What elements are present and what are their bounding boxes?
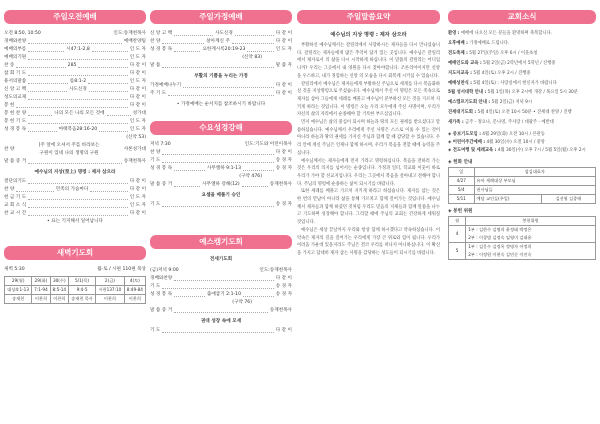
summary-sermon-title: 예수님의 지상 명령 : 제자 삼으라 xyxy=(330,32,407,38)
wed-order-list xyxy=(150,149,292,173)
evening-sermon-row xyxy=(150,62,292,70)
morning-order-row xyxy=(4,54,146,62)
morning-order-label: 봉 헌 xyxy=(4,103,15,108)
bullet-key: ◈ 중보기도모임 : xyxy=(448,132,481,138)
morning-time: 오전 8:50, 10:50 xyxy=(4,31,41,36)
morning-order-row xyxy=(4,46,146,54)
news-item xyxy=(448,89,596,97)
fri-order-label: 기 도 xyxy=(150,284,161,289)
wed-order-who: 송 경 자 xyxy=(275,166,292,171)
news-value: 5월 2일(금) 저녁 9시 xyxy=(490,100,532,106)
dawn-cell: 시편137:10 xyxy=(96,286,125,295)
bullet-value: 4월 29일(화) 오전 10시 / 본관동 xyxy=(480,132,545,138)
serve-line: 1부 : 김한수 김명희 윤정태 박정은 xyxy=(468,226,532,232)
morning-page: (신약 53) xyxy=(126,135,146,140)
dawn-cell: 7:1-94 xyxy=(32,286,50,295)
after-order-row xyxy=(4,178,146,186)
serve-table xyxy=(448,216,596,260)
anthem-row xyxy=(4,142,146,158)
evening-sermon-label: 말 씀 xyxy=(150,63,161,68)
family-note: • 가정예배는 순서지를 참조하시기 바랍니다 xyxy=(176,102,266,107)
news-item xyxy=(448,30,596,38)
family-order-detail: 다 같 이 xyxy=(275,83,292,88)
news-key: 전도축제 : xyxy=(448,50,468,56)
fri-time: (금)저녁 9:00 xyxy=(150,268,179,273)
morning-leader: 인도:송재천목사 xyxy=(113,31,146,36)
morning-order-label: 참 회 기 도 xyxy=(4,71,27,76)
morning-order-row xyxy=(4,110,146,118)
dawn-row xyxy=(5,295,146,304)
morning-order-detail: 인 도 자 xyxy=(129,55,146,60)
after-order-detail: 인 도 자 xyxy=(129,203,146,208)
morning-order-label: 경배와찬양 xyxy=(4,39,27,44)
serve-line: 2부 : 이정원 이현숙 김민순 이진숙 xyxy=(468,251,532,257)
wed-order-row xyxy=(150,149,292,157)
column-sermon-summary xyxy=(297,10,440,258)
flower-name: 유아 세례대상 부모님 xyxy=(474,176,595,185)
serve-head-cell: 월 xyxy=(449,216,466,225)
fri-order-detail: 다 같 이 xyxy=(275,276,292,281)
morning-order-label: 성 경 봉 독 xyxy=(4,127,27,132)
serve-names xyxy=(466,225,596,242)
family-title: 부활의 기쁨을 누리는 가정 xyxy=(194,74,248,79)
morning-order-label: 신 앙 고 백 xyxy=(4,87,27,92)
news-value: 5월 4일(토) 오전 10시 50분 • 진세대 찬양 / 진행 xyxy=(476,110,572,116)
news-item xyxy=(448,119,596,127)
dawn-prayer-header: 새벽기도회 xyxy=(4,246,146,260)
anthem-label: 찬 양 xyxy=(4,147,15,152)
evening-order-who: 다 같 이 xyxy=(275,39,292,44)
morning-order-detail: 예배찬양팀 xyxy=(123,39,146,44)
after-order-label: 찬 양 xyxy=(4,187,15,192)
news-value: 금주 - 정요나, 문나영, 주사랑 / 대광주 - 예반대 xyxy=(463,120,554,126)
dawn-cell: 이찬희 xyxy=(124,295,145,304)
flower-date: 5/11 xyxy=(449,194,475,203)
family-worship-header: 주일가정예배 xyxy=(150,10,292,24)
after-order-label: 헌 금 기 도 xyxy=(4,195,27,200)
serve-head-cell: 봉헌위원 xyxy=(466,216,596,225)
fri-sermon-label: 말 씀 증 거 xyxy=(150,308,173,313)
serve-title: ◈ 봉헌 위원 xyxy=(448,208,473,214)
news-item xyxy=(448,109,596,117)
morning-order-label: 봉 헌 기 도 xyxy=(4,119,27,124)
sermon-label: 말 씀 증 거 xyxy=(4,159,27,164)
column-morning-worship xyxy=(4,10,146,304)
dawn-cell: 대상4:1-13 xyxy=(5,286,32,295)
dawn-cell: 5/1(목) xyxy=(68,277,95,286)
sermon-title: 예수님의 지상(至上) 명령 : 제자 삼으라 xyxy=(34,170,116,175)
wed-page-row xyxy=(150,173,292,181)
serve-month: 5 xyxy=(449,242,466,259)
fri-page: (구약 76) xyxy=(232,300,252,305)
bullet-item xyxy=(448,147,596,155)
morning-order-row xyxy=(4,118,146,126)
wed-sermon-row xyxy=(150,181,292,189)
morning-order-row xyxy=(4,38,146,46)
wed-close-row xyxy=(150,201,292,209)
summary-paragraph: 예수님께서는 제자들에게 먼저 가라고 명령하십니다. 복음을 전하러 가는 것은 우리의 의지를 넘어서는 순종입니다. 가정과 일터, 학교와 이웃이 바로 우리가 가야 할 선교지입니다. 우리는 그곳에서 복음을 살아내고 전해야 합니다. 주님의 명령에 순종하는 삶이 되시기를 바랍니다. xyxy=(297,158,440,187)
evening-sermon-speaker: 말 씀 자 xyxy=(275,63,292,68)
news-list xyxy=(448,30,596,127)
fri-order-label: 성 경 봉 독 xyxy=(150,292,173,297)
news-value: 가정예배로 드립니다. xyxy=(467,40,510,46)
summary-paragraph: 예수님은 세상 끝날까지 우리와 항상 함께 하시겠다고 약속하셨습니다. 이 약속은 제자의 길을 걸어가는 우리에게 가장 큰 위로와 힘이 됩니다. 우리가 어려움 가운데 있을지라도 주님은 결코 우리를 떠나지 아니하십니다. 이 확신을 가지고 담대히 제자 삼는 사명을 감당하는 성도들이 되시기를 바랍니다. xyxy=(297,227,440,256)
evening-page-row xyxy=(150,54,292,62)
flower-head-cell: 일 xyxy=(449,167,475,176)
wed-order-row xyxy=(150,165,292,173)
flower-row xyxy=(449,176,596,185)
fri-sermon-preacher: 송재천목사 xyxy=(269,308,292,313)
wed-order-label: 찬 양 xyxy=(150,150,161,155)
flower-head-cell: 섬김대표자 xyxy=(474,167,595,176)
fri-close-who: 다 같 이 xyxy=(275,328,292,333)
fri-subtitle: 전세기도회 xyxy=(209,257,233,262)
morning-order-who: 성가대 xyxy=(132,111,146,116)
family-order-row xyxy=(150,82,292,90)
evening-order-label: 신 앙 고 백 xyxy=(150,31,173,36)
news-key: 예스캠프기도회 안내 : xyxy=(448,100,491,106)
dawn-cell: 이찬희 xyxy=(32,295,50,304)
news-key: 진세대기도회 : xyxy=(448,110,477,116)
news-item xyxy=(448,60,596,68)
flower-row xyxy=(449,185,596,194)
wed-order-detail: 송 경 자 xyxy=(275,158,292,163)
news-item xyxy=(448,50,596,58)
fri-sermon-row xyxy=(150,307,292,315)
morning-order-row xyxy=(4,62,146,70)
news-key: 오후예배 : xyxy=(448,40,468,46)
evening-order-who: 인 도 자 xyxy=(275,47,292,52)
morning-order-detail: 마태복음28:16-20 xyxy=(58,127,98,132)
news-key: 예배성찬식 : xyxy=(448,80,472,86)
morning-order-row xyxy=(4,86,146,94)
morning-order-label: 성도의교제 xyxy=(4,95,27,100)
evening-order-label: 성 경 봉 독 xyxy=(150,47,173,52)
after-order-detail: 민족의 가슴마다 xyxy=(55,187,89,192)
wed-page: (구약 476) xyxy=(239,174,262,179)
friday-prayer-header: 예스캠기도회 xyxy=(150,235,292,249)
dawn-row xyxy=(5,286,146,295)
sermon-preacher: 송재천목사 xyxy=(123,159,146,164)
wed-sermon-label: 말 씀 증 거 xyxy=(150,182,173,187)
morning-order-who: 인 도 자 xyxy=(129,47,146,52)
news-item xyxy=(448,40,596,48)
morning-order-row xyxy=(4,102,146,110)
after-order-detail: 다 같 이 xyxy=(129,179,146,184)
wed-order-label: 기 도 xyxy=(150,158,161,163)
after-order-row xyxy=(4,194,146,202)
wed-order-detail: 다 같 이 xyxy=(275,150,292,155)
dawn-time: 새벽 5:30 xyxy=(4,267,25,272)
after-sermon-list xyxy=(4,178,146,218)
family-order-label: 가정예배나누기 xyxy=(150,83,182,88)
morning-page-row xyxy=(4,134,146,142)
dawn-cell: 30(수) xyxy=(50,277,68,286)
flower-title: ◈ 헌화 안내 xyxy=(448,159,473,165)
summary-paragraph: 갈릴리에서 예수님은 제자들에게 부활하신 주님으로 세계를 다시 복음화하실 것을 지상명령으로 주셨습니다. 예수님께서 주신 이 명령은 모든 족속으로 제자를 삼아 그들에게 세례를 베풀고 예수님이 분부하신 모든 것을 가르쳐 지키게 하라는 것입니다. 이 명령은 오늘 우리 모두에게 주신 사명이며, 우리가 자신의 삶의 자리에서 순종해야 할 거룩한 부르심입니다. xyxy=(297,81,440,118)
family-order-list xyxy=(150,82,292,98)
flower-name: 권사님들 xyxy=(474,185,595,194)
serve-line: 1부 : 김웅수 김정옥 정명자 이정희 xyxy=(468,243,532,249)
fri-leader: 인도:송재천목사 xyxy=(259,268,292,273)
fri-order-row xyxy=(150,275,292,283)
bullet-key: ◈ 전도여행 및 세례교육 : xyxy=(448,147,497,153)
dawn-cell: 송재천 xyxy=(5,295,32,304)
wed-order-label: 성 경 봉 독 xyxy=(150,166,173,171)
morning-order-row xyxy=(4,94,146,102)
serve-line: 2부 : 이창범 김정숙 임영미 김대윤 xyxy=(468,234,532,240)
morning-order-list xyxy=(4,38,146,134)
after-order-label: 교 회 소 식 xyxy=(4,203,27,208)
morning-order-who: 다 같 이 xyxy=(129,63,146,68)
family-order-label: 주 기 도 xyxy=(150,91,167,96)
news-value: 예배에 나오신 모든 분들을 환영하며 축복합니다. xyxy=(459,31,553,36)
church-news-header: 교회소식 xyxy=(448,10,596,24)
fri-order-detail: 출애굽기 2:1-10 xyxy=(206,292,242,297)
sermon-summary-body xyxy=(297,42,440,258)
news-value: 5월 4일(토) : 사랑실에서 헌신자가 바랍니다 xyxy=(471,80,557,86)
dawn-cell: 4(토) xyxy=(124,277,145,286)
evening-order-row xyxy=(150,30,292,38)
flower-head-row xyxy=(449,167,596,176)
wed-leader: 인도:기도와 어린이목사 xyxy=(244,142,292,147)
news-key: 5월 성서대학 안내 : xyxy=(448,90,487,96)
flower-row xyxy=(449,194,596,203)
bullet-value: 4월 30일(수) 오후 7시 / 5월 5일(월) 오후 2시 xyxy=(496,147,586,153)
serve-names xyxy=(466,242,596,259)
evening-order-label: 찬 양 xyxy=(150,39,161,44)
bullet-news-list xyxy=(448,131,596,155)
fri-page-row xyxy=(150,299,292,307)
bullet-value: 4월 30일(수) 오전 10시 / 중앙 xyxy=(485,139,545,145)
news-key: 환영 : xyxy=(448,31,460,36)
morning-order-detail: 사도신경 xyxy=(69,87,87,92)
after-note: • 표는 기지해서 일어납니다 xyxy=(47,219,103,224)
after-order-row xyxy=(4,186,146,194)
news-value: 5월 1일(목) 오후 2시에 개강 / 목요일 5시 30분 xyxy=(486,90,578,96)
anthem-choir: 샤론성가대 xyxy=(123,147,146,152)
flower-date: 4/27 xyxy=(449,176,475,185)
column-church-news xyxy=(448,10,596,260)
news-item xyxy=(448,80,596,88)
news-key: 지도자교육 : xyxy=(448,70,472,76)
wed-sermon-title: 요셉을 베풀기 승인 xyxy=(201,193,241,198)
morning-order-detail: 나의 모든 나의 모든 것에 xyxy=(54,111,105,116)
sermon-summary-header: 주일말씀요약 xyxy=(297,10,440,24)
after-order-label: 결단의기도 xyxy=(4,179,27,184)
dawn-note: 월-토 / 시편 110편 묵상 xyxy=(97,267,146,272)
dawn-row xyxy=(5,277,146,286)
morning-order-detail: 다 같 이 xyxy=(129,71,146,76)
summary-paragraph: 부활하신 예수님께서는 갈릴리에서 사랑하시는 제자들을 다시 만나셨습니다. 갈릴리는 제자들에게 많은 추억이 담겨 있는 곳입니다. 예수님은 갈릴리에서 제자로서 의 삶을 다시 시작하게 하십니다. 이 말씀의 갈릴리는 어디입니까? 우리는 그곳에서 내 영원을 다시 찾아야합니다. 조론리어이지만 신앙을 우스하고, 내가 경험하는 신앙 의 모습을 다시 회복케 시키십 수 있습니다. xyxy=(297,43,440,79)
serve-head-row xyxy=(449,216,596,225)
morning-order-label: 용서의말씀 xyxy=(4,79,27,84)
fri-close-label: 기 도 xyxy=(150,328,161,333)
morning-order-label: 봉 헌 찬 양 xyxy=(4,111,27,116)
morning-order-detail: 285 xyxy=(67,63,77,68)
news-item xyxy=(448,70,596,78)
bullet-item xyxy=(448,139,596,147)
morning-order-detail: 롬8:1-2 xyxy=(69,79,87,84)
dawn-cell: 29(월) xyxy=(5,277,32,286)
wed-order-row xyxy=(150,157,292,165)
flower-date: 5/4 xyxy=(449,185,475,194)
morning-order-row xyxy=(4,78,146,86)
morning-order-detail: 인 도 자 xyxy=(129,119,146,124)
wednesday-bible-header: 수요성경강해 xyxy=(150,121,292,135)
flower-extra: 김선영 김종애 xyxy=(541,194,595,203)
after-order-row xyxy=(4,202,146,210)
after-order-label: 찬 교 시 간 xyxy=(4,211,27,216)
wed-info-row xyxy=(150,141,292,149)
serve-row xyxy=(449,242,596,259)
flower-name: 예담 교인들(주일) xyxy=(474,194,541,203)
after-order-who: 다 같 이 xyxy=(129,187,146,192)
fri-order-row xyxy=(150,283,292,291)
news-value: 5월 27일(주일) 오후 6시 / 이웃초청 xyxy=(467,50,538,56)
morning-order-detail: 다 같 이 xyxy=(129,95,146,100)
after-order-row xyxy=(4,210,146,218)
morning-order-detail: 시47:1-2,8 xyxy=(66,47,90,52)
morning-order-detail: 다 같 이 xyxy=(129,103,146,108)
evening-order-detail: 살아계신 주 xyxy=(206,39,230,44)
family-order-detail: 다 같 이 xyxy=(275,91,292,96)
dawn-cell: 송재천 목사 xyxy=(68,295,95,304)
family-order-row xyxy=(150,90,292,98)
bullet-item xyxy=(448,131,596,139)
serve-row xyxy=(449,225,596,242)
news-item xyxy=(448,99,596,107)
dawn-cell: 8:5-14 xyxy=(50,286,68,295)
fri-order-who: 송 경 자 xyxy=(275,292,292,297)
wed-sermon-book: 사무엘하 강해(12) xyxy=(202,182,240,187)
news-key: 새가족 : xyxy=(448,120,464,126)
fri-sermon-title: 권대 성장 속에 모세 xyxy=(200,319,242,324)
morning-order-who: 인 도 자 xyxy=(129,127,146,132)
dawn-cell: 8:49-84 xyxy=(124,286,145,295)
evening-order-list xyxy=(150,30,292,54)
dawn-cell: 9:4-5 xyxy=(68,286,95,295)
wed-sermon-preacher: 송재천목사 xyxy=(269,182,292,187)
anthem-title-2: 구원이 있네 나의 생명의 구원 xyxy=(39,151,99,156)
news-key: 예배인도와 교육 : xyxy=(448,60,482,66)
dawn-cell: 29(화) xyxy=(32,277,50,286)
dawn-cell: 이찬희 xyxy=(96,295,125,304)
summary-paragraph: 또한 세례를 베풀고 가르쳐 지키게 하라고 하셨습니다. 제자를 삼는 것은 한 번의 만남이 아니라 삶을 통해 가르치고 함께 걸어가는 것입니다. 예수님께서 제자들과 함께 하셨던 것처럼 우리도 믿음의 지체들과 함께 말씀을 나누고 기도하며 성장해야 합니다. 그리할 때에 주님의 교회는 건강하게 세워질 것입니다. xyxy=(297,189,440,226)
flower-table xyxy=(448,167,596,204)
fri-order-row xyxy=(150,291,292,299)
dawn-info-row xyxy=(4,266,146,274)
fri-close-row xyxy=(150,327,292,335)
evening-order-who: 다 같 이 xyxy=(275,31,292,36)
column-family-worship xyxy=(150,10,292,335)
morning-order-who: 인 도 자 xyxy=(129,79,146,84)
sermon-row xyxy=(4,158,146,166)
morning-order-label: 예배의기원 xyxy=(4,55,27,60)
morning-order-label: 예배의부름 xyxy=(4,47,27,52)
evening-order-row xyxy=(150,46,292,54)
evening-order-detail: 사도신경 xyxy=(215,31,233,36)
morning-order-label: 찬 송 xyxy=(4,63,15,68)
wed-time: 저녁 7:30 xyxy=(150,142,171,147)
morning-order-row xyxy=(4,126,146,134)
evening-order-row xyxy=(150,38,292,46)
morning-time-row xyxy=(4,30,146,38)
bullet-key: ◈ 어린이주간예배 : xyxy=(448,139,486,145)
fri-order-label: 경배와찬양 xyxy=(150,276,173,281)
morning-worship-header: 주일오전예배 xyxy=(4,10,146,24)
morning-order-row xyxy=(4,70,146,78)
after-order-detail: 인 도 자 xyxy=(129,195,146,200)
wed-order-detail: 사무엘하 9:1-13 xyxy=(206,166,242,171)
fri-order-detail: 송 경 자 xyxy=(275,284,292,289)
serve-month: 4 xyxy=(449,225,466,242)
dawn-cell: 이찬희 xyxy=(50,295,68,304)
anthem-title-1: [주 앞에 오셔서 주를 바라보는 xyxy=(38,143,100,148)
wed-close-label: 기 도 xyxy=(150,202,161,207)
after-order-detail: 다 같 이 xyxy=(129,211,146,216)
wed-close-who: 송 경 자 xyxy=(275,202,292,207)
evening-order-detail: 요한계시록20:19-23 xyxy=(202,47,246,52)
morning-order-who: 다 같 이 xyxy=(129,87,146,92)
news-value: 5월 2일(금) 2학년에서 5학년 / 진행중 xyxy=(481,60,556,66)
summary-paragraph: 먼저 예수님은 삶의 중심이 되시며 하늘과 땅의 모든 권세를 받으셨다고 말씀하셨습니다. 예수님께서 우리에게 주신 사명은 스스로 이룰 수 있는 것이 아니라 하늘과 땅의 권세를 가지신 주님과 함께 할 때 감당할 수 있습니다. 우리 안에 계신 주님은 언제나 함께 하시며, 우리가 복음을 전할 때에 능력을 주십니다. xyxy=(297,120,440,156)
news-value: 5월 4일(토) 오후 2시 / 진행중 xyxy=(471,70,531,76)
evening-page: (신약 83) xyxy=(242,55,262,60)
fri-info-row xyxy=(150,267,292,275)
dawn-cell: 2(금) xyxy=(96,277,125,286)
dawn-schedule-table xyxy=(4,276,146,304)
fri-order-list xyxy=(150,275,292,299)
